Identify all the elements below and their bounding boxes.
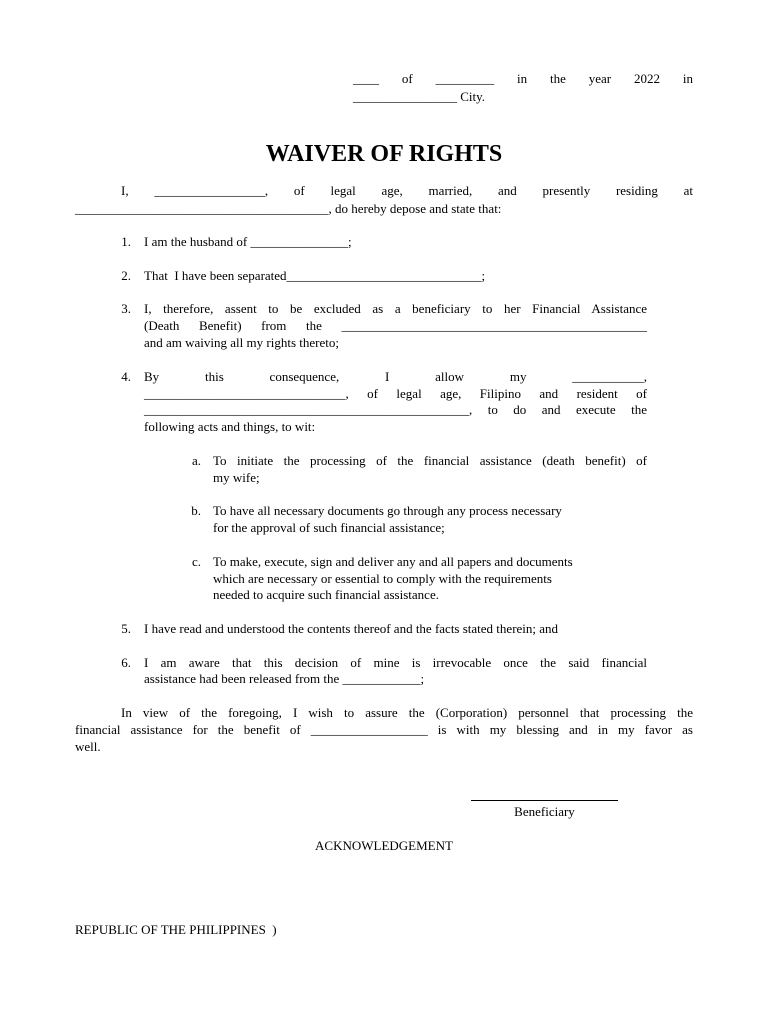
item-4-line-2: _______________________________, of legal age, Filipino and resident of: [144, 386, 647, 401]
item-4-line-1: By this consequence, I allow my ___________,: [144, 369, 647, 384]
item-3-line-1: I, therefore, assent to be excluded as a beneficiary to her Financial Assistance: [144, 301, 647, 316]
item-number: 3.: [121, 301, 131, 316]
subitem-c-line-2: which are necessary or essential to comply with the requirements: [213, 571, 552, 586]
acknowledgement-heading: ACKNOWLEDGEMENT: [315, 838, 453, 853]
document-title: WAIVER OF RIGHTS: [265, 141, 503, 167]
subitem-b-line-2: for the approval of such financial assistance;: [213, 520, 445, 535]
item-number: 1.: [121, 234, 131, 249]
item-3-line-2: (Death Benefit) from the _______________________________________________: [144, 318, 647, 333]
subitem-b-line-1: To have all necessary documents go through any process necessary: [213, 503, 562, 518]
subitem-a-line-1: To initiate the processing of the financial assistance (death benefit) of: [213, 453, 647, 468]
intro-line-1: I, _________________, of legal age, married, and presently residing at: [121, 183, 693, 198]
signature-line: [471, 800, 618, 801]
date-line-1: ____ of _________ in the year 2022 in: [353, 71, 693, 86]
item-6-line-2: assistance had been released from the ____________;: [144, 671, 425, 686]
date-line-2: ________________ City.: [353, 89, 486, 104]
subitem-letter: a.: [191, 453, 201, 468]
item-number: 6.: [121, 655, 131, 670]
closing-line-3: well.: [75, 739, 101, 754]
subitem-letter: b.: [191, 503, 201, 518]
republic-line: REPUBLIC OF THE PHILIPPINES ): [75, 922, 277, 937]
closing-line-1: In view of the foregoing, I wish to assure the (Corporation) personnel that processing the: [121, 705, 693, 720]
subitem-c-line-3: needed to acquire such financial assistance.: [213, 587, 439, 602]
subitem-letter: c.: [191, 554, 201, 569]
item-number: 5.: [121, 621, 131, 636]
closing-line-2: financial assistance for the benefit of __________________ is with my blessing and in my favor as: [75, 722, 693, 737]
subitem-c-line-1: To make, execute, sign and deliver any and all papers and documents: [213, 554, 573, 569]
item-number: 4.: [121, 369, 131, 384]
intro-line-2: _______________________________________, do hereby depose and state that:: [75, 201, 502, 216]
subitem-a-line-2: my wife;: [213, 470, 260, 485]
signature-label: Beneficiary: [514, 804, 575, 819]
item-2-line-1: That I have been separated______________________________;: [144, 268, 486, 283]
item-number: 2.: [121, 268, 131, 283]
item-4-line-4: following acts and things, to wit:: [144, 419, 316, 434]
item-6-line-1: I am aware that this decision of mine is irrevocable once the said financial: [144, 655, 647, 670]
item-3-line-3: and am waiving all my rights thereto;: [144, 335, 339, 350]
item-5-line-1: I have read and understood the contents thereof and the facts stated therein; and: [144, 621, 559, 636]
item-4-line-3: __________________________________________________, to do and execute the: [144, 402, 647, 417]
item-1-line-1: I am the husband of _______________;: [144, 234, 352, 249]
